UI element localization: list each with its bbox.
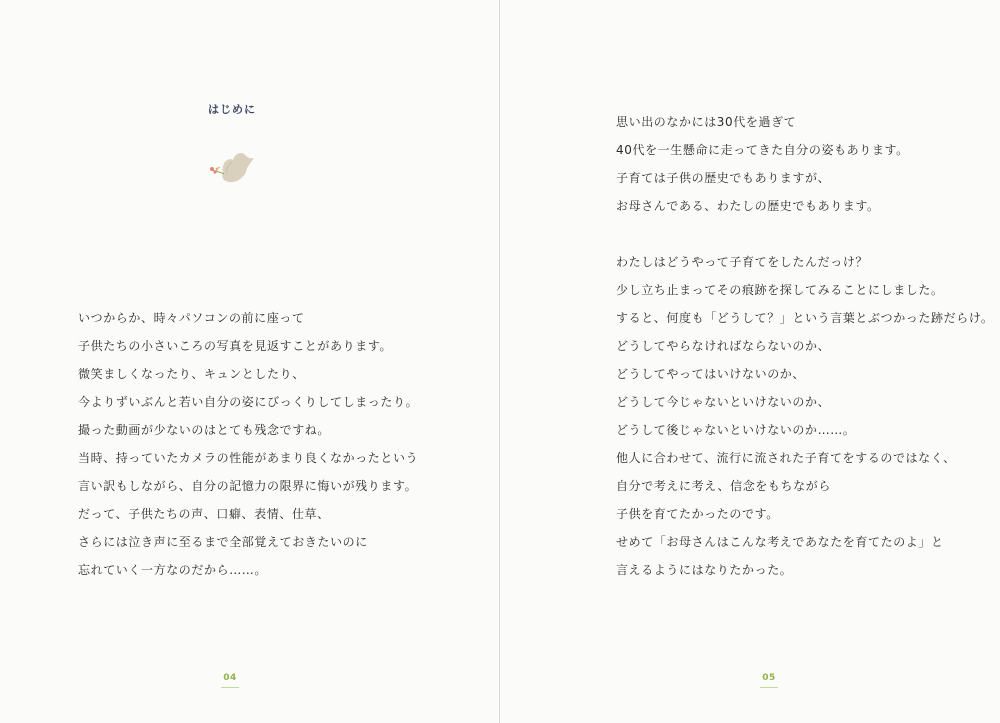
text-line: どうしてやらなければならないのか、 — [616, 339, 831, 353]
text-line: 少し立ち止まってその痕跡を探してみることにしました。 — [616, 283, 944, 297]
page-number: 05 — [760, 673, 778, 688]
text-line: 自分で考えに考え、信念をもちながら — [616, 479, 831, 493]
text-line: 微笑ましくなったり、キュンとしたり、 — [78, 367, 305, 381]
text-line: せめて「お母さんはこんな考えであなたを育てたのよ」と — [616, 535, 944, 549]
text-line: わたしはどうやって子育てをしたんだっけ？ — [616, 255, 869, 269]
text-line: いつからか、時々パソコンの前に座って — [78, 311, 305, 325]
text-line: どうしてやってはいけないのか、 — [616, 367, 806, 381]
text-line: 他人に合わせて、流行に流された子育てをするのではなく、 — [616, 451, 956, 465]
left-page — [0, 0, 499, 723]
text-line: 忘れていく一方なのだから……。 — [78, 563, 268, 577]
text-line: さらには泣き声に至るまで全部覚えておきたいのに — [78, 535, 368, 549]
text-line: 思い出のなかには30代を過ぎて — [616, 115, 797, 129]
text-line: 撮った動画が少ないのはとても残念ですね。 — [78, 423, 331, 437]
dove-with-flower-icon — [207, 148, 255, 188]
page-number: 04 — [221, 673, 239, 688]
text-line: 子育ては子供の歴史でもありますが、 — [616, 171, 831, 185]
text-line: 言えるようにはなりたかった。 — [616, 563, 793, 577]
text-line: 子供たちの小さいころの写真を見返すことがあります。 — [78, 339, 393, 353]
text-line: お母さんである、わたしの歴史でもあります。 — [616, 199, 880, 213]
text-line: すると、何度も「どうして？」という言葉とぶつかった跡だらけ。 — [616, 311, 994, 325]
text-line: 40代を一生懸命に走ってきた自分の姿もあります。 — [616, 143, 909, 157]
text-line: 今よりずいぶんと若い自分の姿にびっくりしてしまったり。 — [78, 395, 419, 409]
right-page — [500, 0, 1000, 723]
text-line: 当時、持っていたカメラの性能があまり良くなかったという — [78, 451, 419, 465]
text-line: どうして今じゃないといけないのか、 — [616, 395, 831, 409]
text-line: 言い訳もしながら、自分の記憶力の限界に悔いが残ります。 — [78, 479, 418, 493]
text-line: だって、子供たちの声、口癖、表情、仕草、 — [78, 507, 330, 521]
page-heading: はじめに — [208, 103, 256, 116]
text-line: どうして後じゃないといけないのか……。 — [616, 423, 856, 437]
text-line: 子供を育てたかったのです。 — [616, 507, 779, 521]
